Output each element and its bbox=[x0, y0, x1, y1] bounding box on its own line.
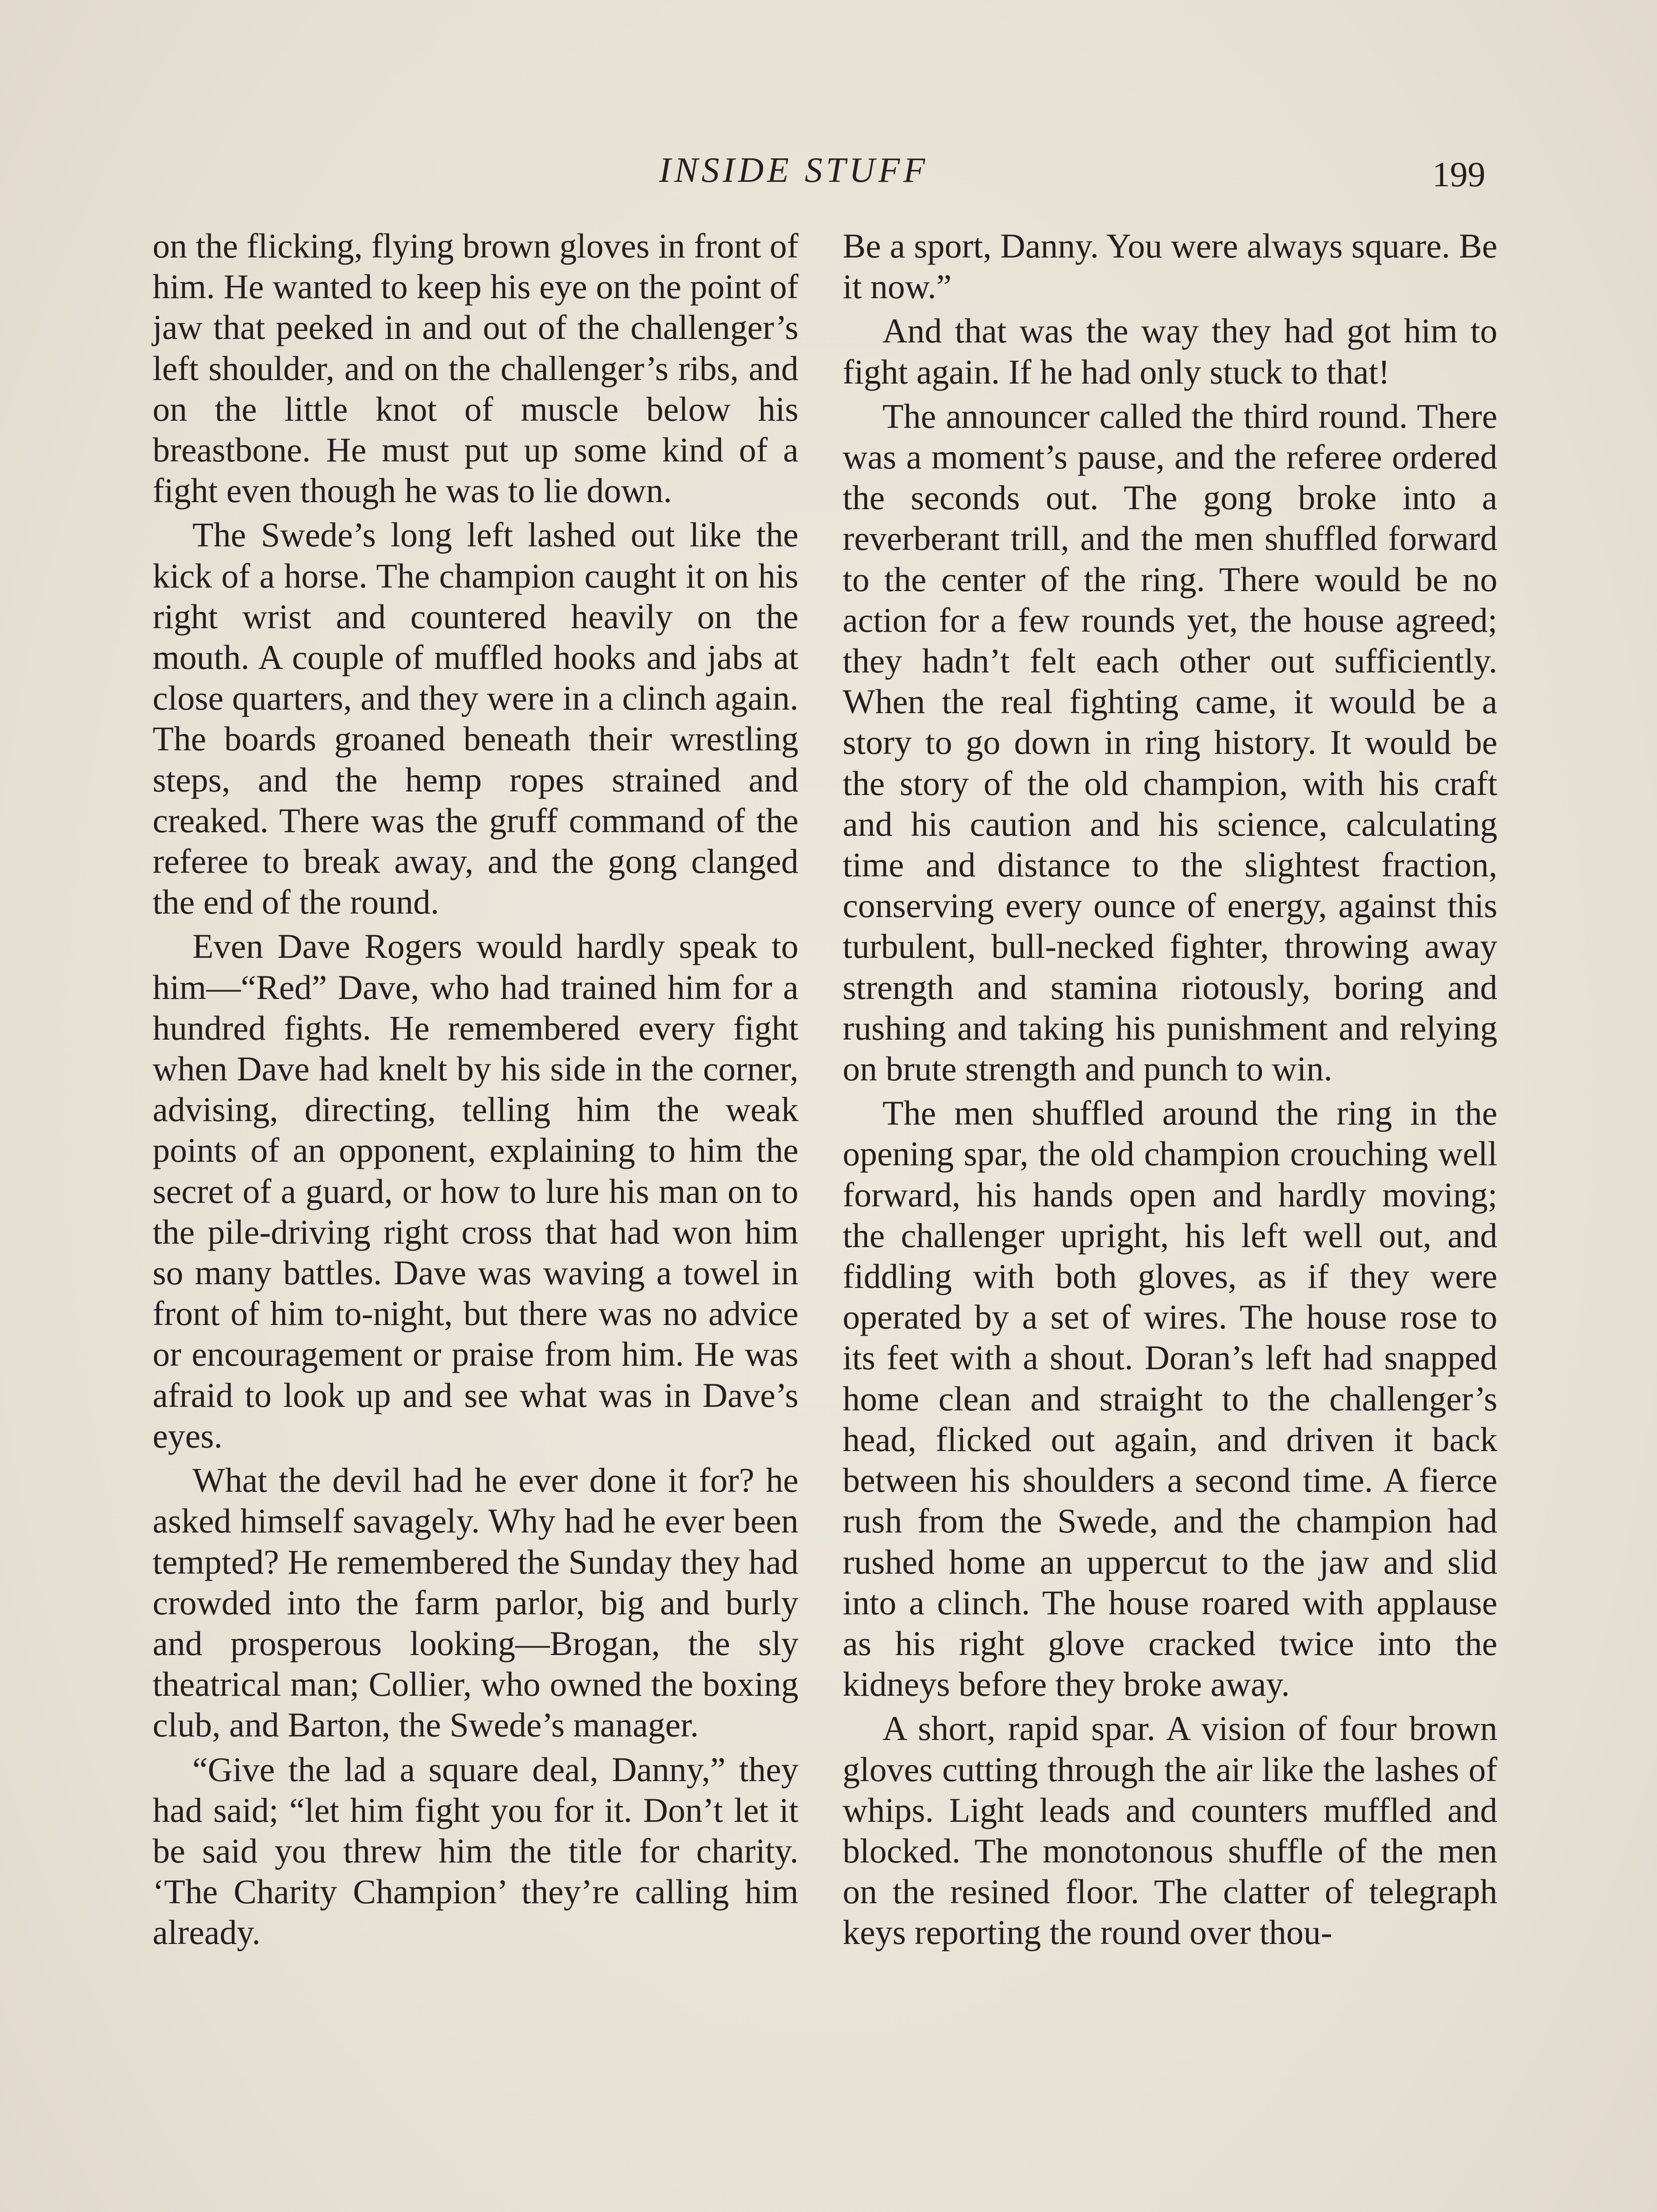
left-text-column bbox=[153, 226, 798, 1953]
paragraph: Even Dave Rogers would hardly speak to him—“Red” Dave, who had trained him for a hundred fights. He remembered every fight when Dave had knelt by his side in the corner, advising, directing, telling him the weak points of an opponent, explaining to him the secret of a guard, or how to lure his man on to the pile-driving right cross that had won him so many battles. Dave was waving a towel in front of him to-night, but there was no advice or encouragement or praise from him. He was afraid to look up and see what was in Dave’s eyes. bbox=[153, 927, 798, 1455]
paragraph: on the flicking, flying brown gloves in front of him. He wanted to keep his eye on the point of jaw that peeked in and out of the challenger’s left shoulder, and on the challenger’s ribs, and on the little knot of muscle below his breastbone. He must put up some kind of a fight even though he was to lie down. bbox=[153, 227, 798, 510]
paragraph: The Swede’s long left lashed out like the kick of a horse. The champion caught it on his right wrist and countered heavily on the mouth. A couple of muffled hooks and jabs at close quarters, and they were in a clinch again. The boards groaned beneath their wrestling steps, and the hemp ropes strained and creaked. There was the gruff command of the referee to break away, and the gong clanged the end of the round. bbox=[153, 515, 798, 922]
paragraph: What the devil had he ever done it for? he asked himself savagely. Why had he ever been tempted? He remembered the Sunday they had crowded into the farm parlor, big and burly and prosperous looking—Brogan, the sly theatrical man; Collier, who owned the boxing club, and Barton, the Swede’s manager. bbox=[153, 1461, 798, 1744]
paragraph: The men shuffled around the ring in the opening spar, the old champion crouching well forward, his hands open and hardly moving; the challenger upright, his left well out, and fiddling with both gloves, as if they were operated by a set of wires. The house rose to its feet with a shout. Doran’s left had snapped home clean and straight to the challenger’s head, flicked out again, and driven it back between his shoulders a second time. A fierce rush from the Swede, and the champion had rushed home an uppercut to the jaw and slid into a clinch. The house roared with applause as his right glove cracked twice into the kidneys before they broke away. bbox=[843, 1094, 1497, 1704]
right-text-column bbox=[843, 226, 1497, 1953]
paragraph: A short, rapid spar. A vision of four brown gloves cutting through the air like the lashes of whips. Light leads and counters muffled and blocked. The monotonous shuffle of the men on the resined floor. The clatter of telegraph keys reporting the round over thou- bbox=[843, 1709, 1497, 1952]
paragraph: Be a sport, Danny. You were always square. Be it now.” bbox=[843, 227, 1497, 306]
running-header bbox=[0, 146, 1657, 195]
running-title: INSIDE STUFF bbox=[659, 151, 929, 190]
paragraph: The announcer called the third round. There was a moment’s pause, and the referee ordered the seconds out. The gong broke into a reverberant trill, and the men shuffled forward to the center of the ring. There would be no action for a few rounds yet, the house agreed; they hadn’t felt each other out sufficiently. When the real fighting came, it would be a story to go down in ring history. It would be the story of the old champion, with his craft and his caution and his science, calculating time and distance to the slightest fraction, conserving every ounce of energy, against this turbulent, bull-necked fighter, throwing away strength and stamina riotously, boring and rushing and taking his punishment and relying on brute strength and punch to win. bbox=[843, 396, 1497, 1088]
paragraph: “Give the lad a square deal, Danny,” they had said; “let him fight you for it. Don’t let it be said you threw him the title for charity. ‘The Charity Champion’ they’re calling him already. bbox=[153, 1750, 798, 1952]
paragraph: And that was the way they had got him to fight again. If he had only stuck to that! bbox=[843, 311, 1497, 391]
page-number: 199 bbox=[1432, 155, 1485, 194]
